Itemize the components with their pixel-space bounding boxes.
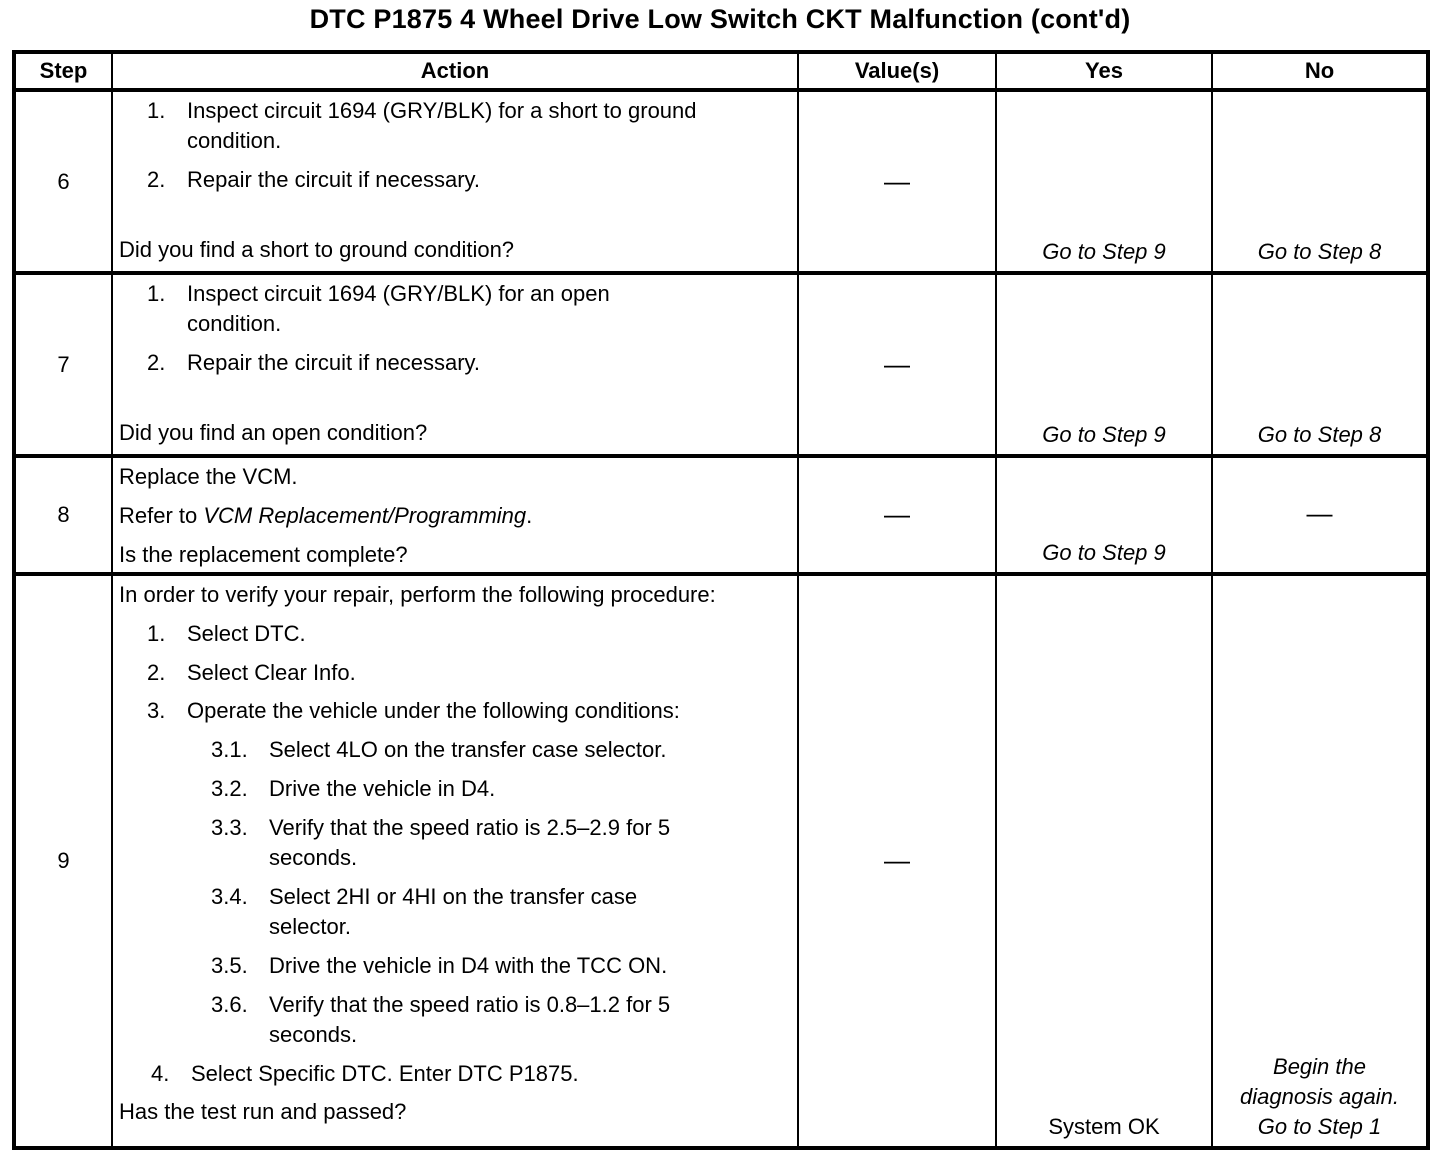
action-question: Is the replacement complete? (119, 541, 408, 567)
value-cell: — (798, 90, 996, 273)
list-item (119, 165, 791, 195)
refer-suffix: . (526, 502, 533, 528)
step-number: 8 (14, 456, 112, 574)
list-text: Drive the vehicle in D4 with the TCC ON. (269, 952, 668, 978)
list-item (119, 658, 791, 688)
step-number: 6 (14, 90, 112, 273)
list-item (119, 619, 791, 649)
table-header-row (14, 52, 1428, 90)
list-number: 3. (147, 698, 166, 724)
list-text: Drive the vehicle in D4. (269, 776, 496, 802)
value-cell: — (798, 273, 996, 456)
list-text: Select DTC. (187, 620, 306, 646)
header-step: Step (14, 52, 112, 90)
yes-cell: Go to Step 9 (996, 273, 1212, 456)
list-text: Operate the vehicle under the following conditions: (187, 698, 680, 724)
header-action: Action (112, 52, 798, 90)
list-number: 1. (147, 620, 166, 646)
sub-list-item (119, 882, 791, 942)
action-cell (112, 574, 798, 1148)
list-number: 1. (147, 281, 166, 306)
value-cell: — (798, 456, 996, 574)
list-text: Select 2HI or 4HI on the transfer case selector. (269, 883, 638, 939)
list-text: Repair the circuit if necessary. (187, 166, 481, 192)
step-number: 9 (14, 574, 112, 1148)
action-question: Did you find a short to ground condition? (119, 236, 515, 262)
header-yes: Yes (996, 52, 1212, 90)
sub-list-item (119, 951, 791, 981)
list-number: 2. (147, 166, 166, 192)
step-number: 7 (14, 273, 112, 456)
action-intro: In order to verify your repair, perform the following procedure: (119, 581, 716, 607)
yes-cell: System OK (996, 574, 1212, 1148)
action-line: Replace the VCM. (119, 464, 298, 489)
list-text: Select 4LO on the transfer case selector. (269, 737, 667, 763)
list-number: 3.2. (211, 776, 248, 802)
list-text: Select Clear Info. (187, 659, 356, 685)
list-number: 3.3. (211, 815, 248, 841)
list-text: Inspect circuit 1694 (GRY/BLK) for an open condition. (187, 281, 610, 336)
header-values: Value(s) (798, 52, 996, 90)
value-cell: — (798, 574, 996, 1148)
no-cell: Go to Step 8 (1212, 90, 1428, 273)
list-text: Verify that the speed ratio is 2.5–2.9 for 5 seconds. (269, 815, 671, 871)
list-number: 3.6. (211, 991, 248, 1017)
diagnostic-table (12, 50, 1430, 1150)
no-line: Begin the (1273, 1054, 1366, 1079)
action-cell (112, 273, 798, 456)
list-text: Select Specific DTC. Enter DTC P1875. (191, 1060, 579, 1086)
list-number: 2. (147, 659, 166, 685)
list-item (119, 96, 791, 156)
list-number: 3.1. (211, 737, 248, 763)
list-number: 3.4. (211, 883, 248, 909)
list-item (119, 348, 791, 378)
sub-list-item (119, 990, 791, 1050)
refer-link[interactable]: VCM Replacement/Programming (203, 502, 527, 528)
refer-prefix: Refer to (119, 502, 204, 528)
list-number: 2. (147, 349, 166, 375)
yes-cell: Go to Step 9 (996, 90, 1212, 273)
action-question: Has the test run and passed? (119, 1099, 407, 1125)
page-title: DTC P1875 4 Wheel Drive Low Switch CKT Malfunction (cont'd) (309, 4, 1131, 34)
no-line: diagnosis again. (1239, 1083, 1399, 1109)
no-cell: Go to Step 8 (1212, 273, 1428, 456)
table-row-step-8 (14, 456, 1428, 574)
yes-cell: Go to Step 9 (996, 456, 1212, 574)
header-no: No (1212, 52, 1428, 90)
table-row-step-6 (14, 90, 1428, 273)
action-question: Did you find an open condition? (119, 419, 428, 445)
sub-list-item (119, 774, 791, 804)
action-cell (112, 456, 798, 574)
table-row-step-7 (14, 273, 1428, 456)
no-cell: — (1212, 456, 1428, 574)
list-item (119, 279, 791, 339)
list-text: Verify that the speed ratio is 0.8–1.2 for 5 seconds. (269, 991, 671, 1047)
list-number: 1. (147, 98, 166, 123)
list-item (119, 696, 791, 726)
action-refer (119, 501, 791, 531)
list-text: Inspect circuit 1694 (GRY/BLK) for a short to ground condition. (187, 98, 697, 153)
list-number: 4. (151, 1060, 170, 1086)
list-number: 3.5. (211, 952, 248, 978)
list-item (119, 1059, 791, 1089)
sub-list-item (119, 813, 791, 873)
table-row-step-9 (14, 574, 1428, 1148)
action-cell (112, 90, 798, 273)
sub-list-item (119, 735, 791, 765)
no-cell (1212, 574, 1428, 1148)
no-line: Go to Step 1 (1257, 1113, 1382, 1139)
list-text: Repair the circuit if necessary. (187, 349, 481, 375)
